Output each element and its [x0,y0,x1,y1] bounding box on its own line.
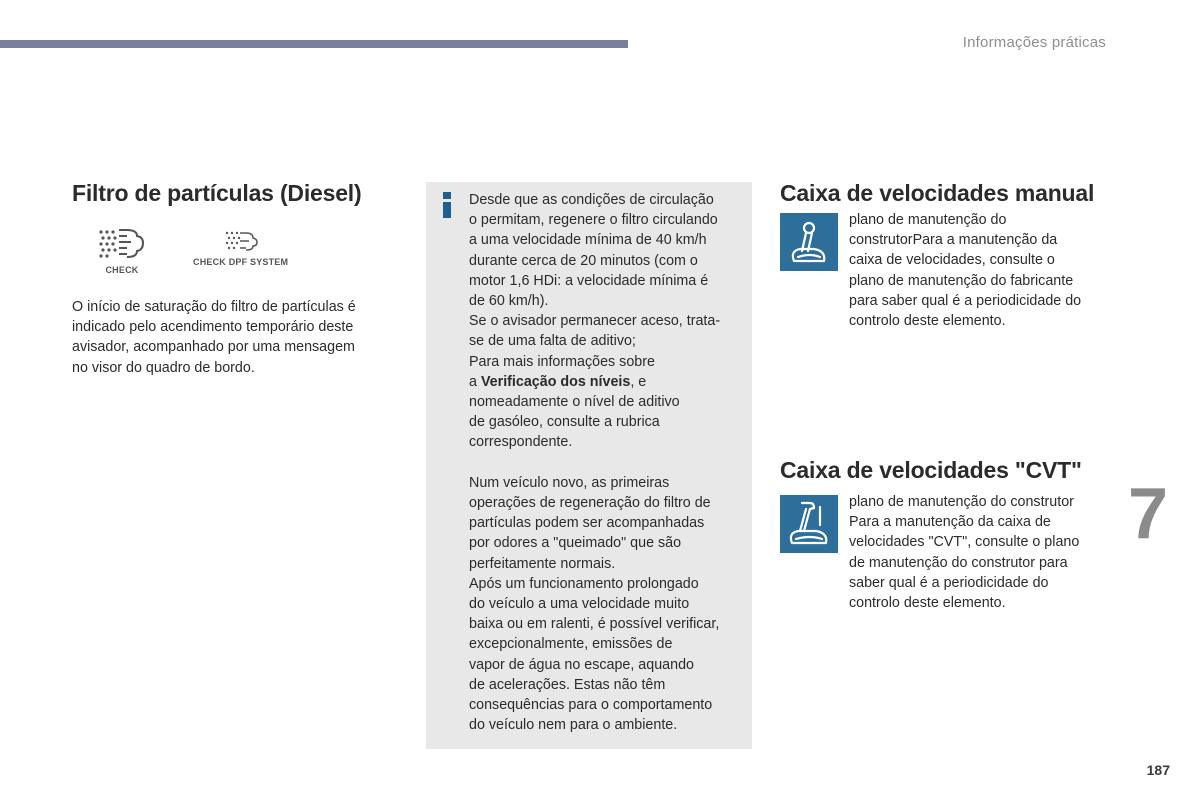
text-line: perfeitamente normais. [469,555,616,572]
text-line: Para a manutenção da caixa de [849,514,1051,531]
text-line: motor 1,6 HDi: a velocidade mínima é [469,272,709,289]
levels-check-reference: Verificação dos níveis [480,373,631,390]
text-line [469,372,749,392]
text-line: nomeadamente o nível de aditivo [469,394,680,411]
text-line: o permitam, regenere o filtro circulando [469,212,718,229]
text-line: do veículo nem para o ambiente. [469,717,678,734]
text-line: se de uma falta de aditivo; [469,333,636,350]
text-line: durante cerca de 20 minutos (com o [469,252,698,269]
text-line: baixa ou em ralenti, é possível verificar, [469,616,720,633]
text-line: plano de manutenção do [849,212,1007,228]
diesel-filter-heading: Filtro de partículas (Diesel) [72,180,362,206]
text-line: avisador, acompanhado por uma mensagem [72,339,355,356]
text-line: indicado pelo acendimento temporário deste [72,319,354,336]
check-warning-lamp [97,226,147,275]
info-box [426,182,752,749]
text-line: a uma velocidade mínima de 40 km/h [469,232,707,249]
text-line: controlo deste elemento. [849,595,1006,612]
text-line: correspondente. [469,434,573,451]
text-line: operações de regeneração do filtro de [469,495,711,512]
text-line: para saber qual é a periodicidade do [849,292,1082,309]
check-dpf-warning-lamp [193,230,288,267]
info-text [469,190,749,735]
cvt-gearbox-icon [780,495,838,553]
text-line: de gasóleo, consulte a rubrica [469,414,660,431]
text-line: plano de manutenção do fabricante [849,272,1074,289]
particle-filter-icon [97,226,147,262]
info-icon [440,192,454,218]
text-line: construtorPara a manutenção da [849,232,1058,249]
section-header: Informações práticas [962,34,1106,51]
text-line: consequências para o comportamento [469,697,713,714]
text-line: vapor de água no escape, aquando [469,656,694,673]
chapter-number: 7 [1128,474,1169,554]
text-line: excepcionalmente, emissões de [469,636,673,653]
check-caption: CHECK [105,265,139,275]
text-line: de acelerações. Estas não têm [469,676,666,693]
text-line: de 60 km/h). [469,293,549,310]
text-fragment: a [469,373,481,390]
text-line: do veículo a uma velocidade muito [469,596,690,613]
text-line: por odores a "queimado" que são [469,535,682,552]
manual-gearbox-icon [780,213,838,271]
text-line: de manutenção do construtor para [849,554,1068,571]
check-dpf-caption: CHECK DPF SYSTEM [193,257,289,267]
header-accent-bar [0,40,628,48]
text-line: saber qual é a periodicidade do [849,574,1049,591]
text-line: Num veículo novo, as primeiras [469,474,670,491]
text-fragment: , e [630,373,647,390]
text-line: Desde que as condições de circulação [469,192,714,208]
text-line: Após um funcionamento prolongado [469,575,699,592]
particle-filter-icon [223,230,259,252]
manual-gearbox-text [849,210,1149,331]
text-line: plano de manutenção do construtor [849,494,1074,510]
text-line: Para mais informações sobre [469,353,655,370]
text-line: controlo deste elemento. [849,313,1006,330]
diesel-filter-paragraph [72,297,392,378]
manual-gearbox-heading: Caixa de velocidades manual [780,180,1095,206]
text-line: Se o avisador permanecer aceso, trata- [469,313,721,330]
text-line: velocidades "CVT", consulte o plano [849,534,1080,551]
text-line: O início de saturação do filtro de partículas é [72,299,356,315]
cvt-gearbox-heading: Caixa de velocidades "CVT" [780,457,1082,483]
text-line: partículas podem ser acompanhadas [469,515,705,532]
cvt-gearbox-text [849,492,1149,613]
text-line: no visor do quadro de bordo. [72,359,255,376]
text-line: caixa de velocidades, consulte o [849,252,1055,269]
page-number: 187 [1146,762,1170,778]
